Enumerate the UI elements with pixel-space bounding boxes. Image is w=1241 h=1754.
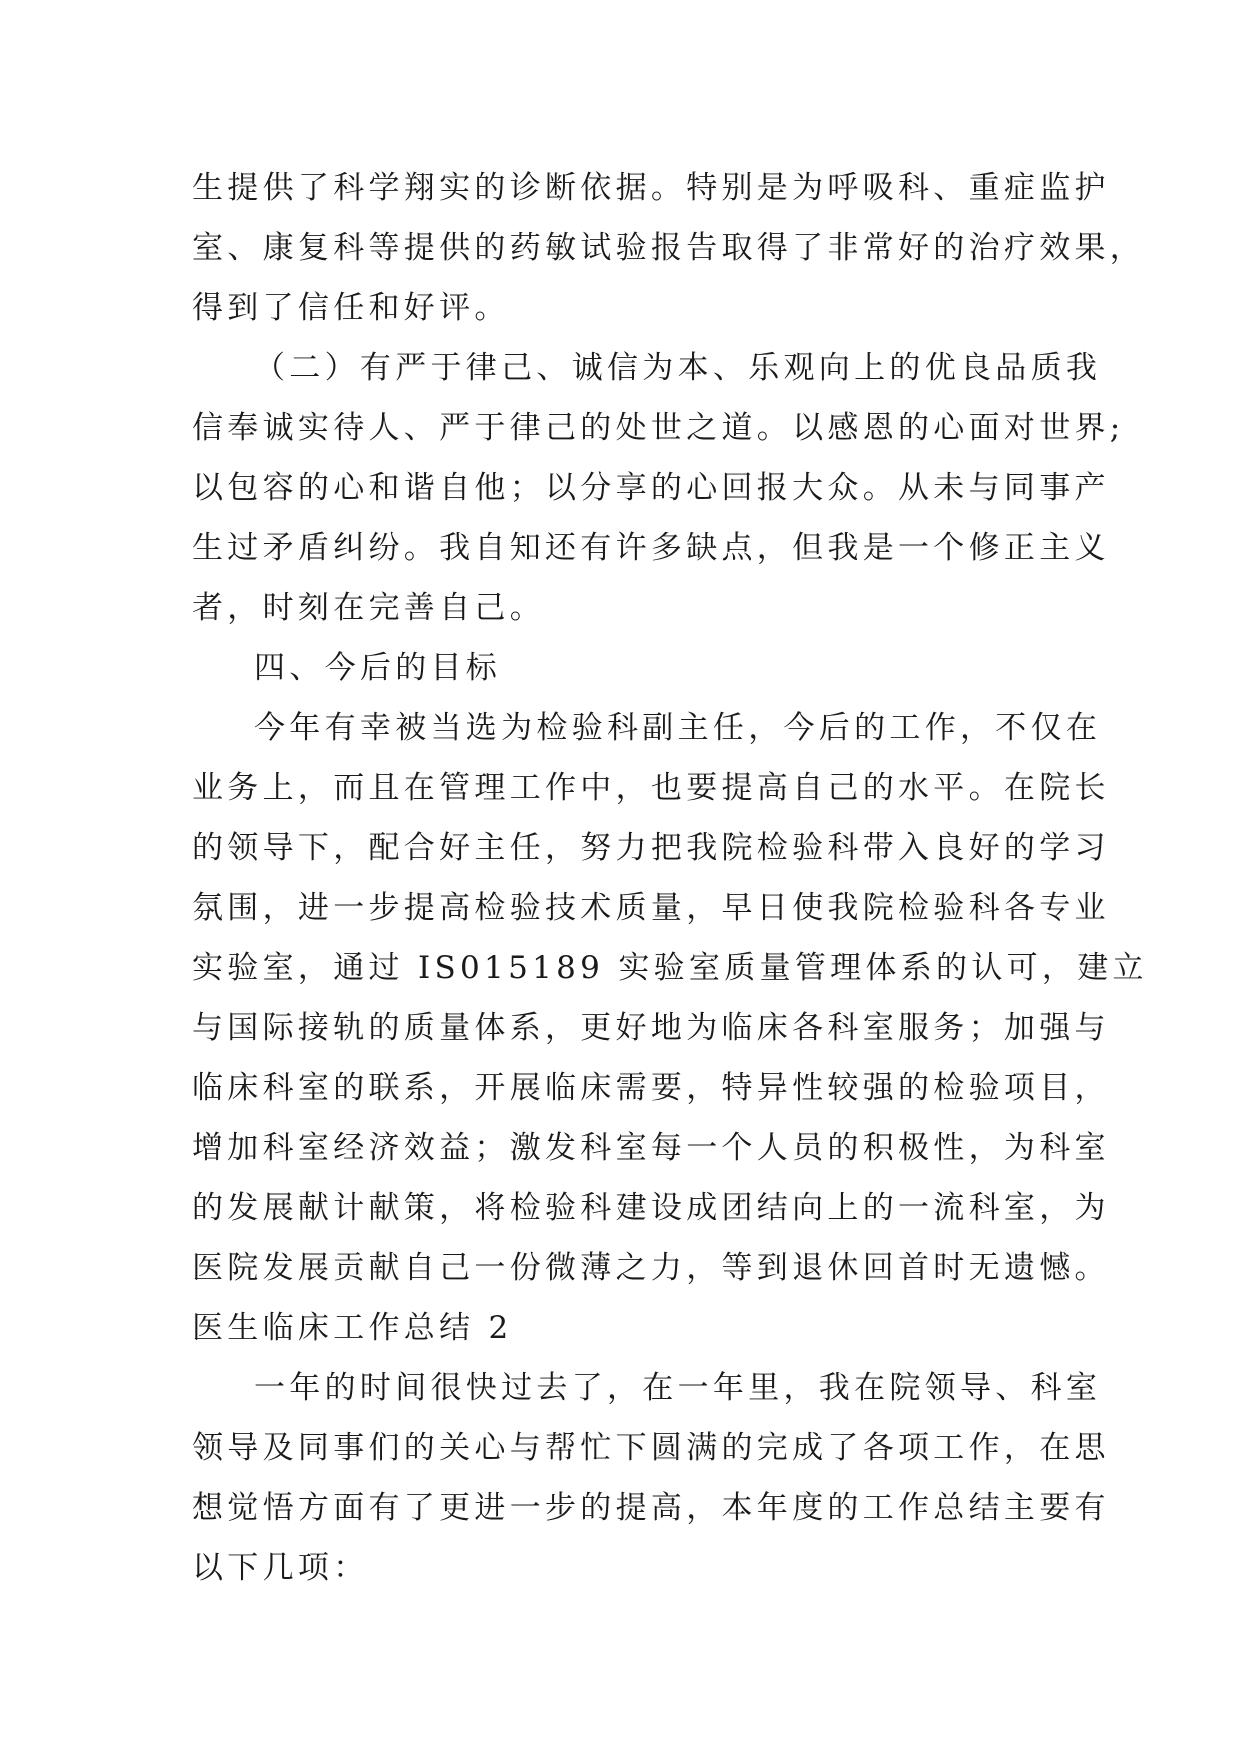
text-line-13: 氛围，进一步提高检验技术质量，早日使我院检验科各专业 — [192, 890, 1110, 926]
text-line-4: （二）有严于律己、诚信为本、乐观向上的优良品质我 — [254, 350, 1102, 386]
text-line-2: 室、康复科等提供的药敏试验报告取得了非常好的治疗效果， — [192, 230, 1146, 266]
section-heading: 四、今后的目标 — [254, 650, 502, 686]
text-line-5: 信奉诚实待人、严于律己的处世之道。以感恩的心面对世界; — [192, 410, 1125, 446]
text-line-19: 医院发展贡献自己一份微薄之力，等到退休回首时无遗憾。 — [192, 1250, 1110, 1286]
text-line-18: 的发展献计献策，将检验科建设成团结向上的一流科室，为 — [192, 1190, 1110, 1226]
text-line-15: 与国际接轨的质量体系，更好地为临床各科室服务；加强与 — [192, 1010, 1110, 1046]
text-line-10: 今年有幸被当选为检验科副主任，今后的工作，不仅在 — [254, 710, 1102, 746]
text-line-14: 实验室，通过 IS015189 实验室质量管理体系的认可，建立 — [192, 950, 1148, 986]
document-title-2: 医生临床工作总结 2 — [192, 1310, 513, 1346]
text-line-11: 业务上，而且在管理工作中，也要提高自己的水平。在院长 — [192, 770, 1110, 806]
text-line-24: 以下几项： — [192, 1550, 369, 1586]
text-line-7: 生过矛盾纠纷。我自知还有许多缺点，但我是一个修正主义 — [192, 530, 1110, 566]
text-line-17: 增加科室经济效益；激发科室每一个人员的积极性，为科室 — [192, 1130, 1110, 1166]
text-line-6: 以包容的心和谐自他；以分享的心回报大众。从未与同事产 — [192, 470, 1110, 506]
text-line-16: 临床科室的联系，开展临床需要，特异性较强的检验项目， — [192, 1070, 1110, 1106]
text-line-1: 生提供了科学翔实的诊断依据。特别是为呼吸科、重症监护 — [192, 170, 1110, 206]
text-line-8: 者，时刻在完善自己。 — [192, 590, 545, 626]
text-line-21: 一年的时间很快过去了，在一年里，我在院领导、科室 — [254, 1370, 1102, 1406]
text-line-23: 想觉悟方面有了更进一步的提高，本年度的工作总结主要有 — [192, 1490, 1110, 1526]
text-line-22: 领导及同事们的关心与帮忙下圆满的完成了各项工作，在思 — [192, 1430, 1110, 1466]
text-line-12: 的领导下，配合好主任，努力把我院检验科带入良好的学习 — [192, 830, 1110, 866]
text-line-3: 得到了信任和好评。 — [192, 290, 510, 326]
